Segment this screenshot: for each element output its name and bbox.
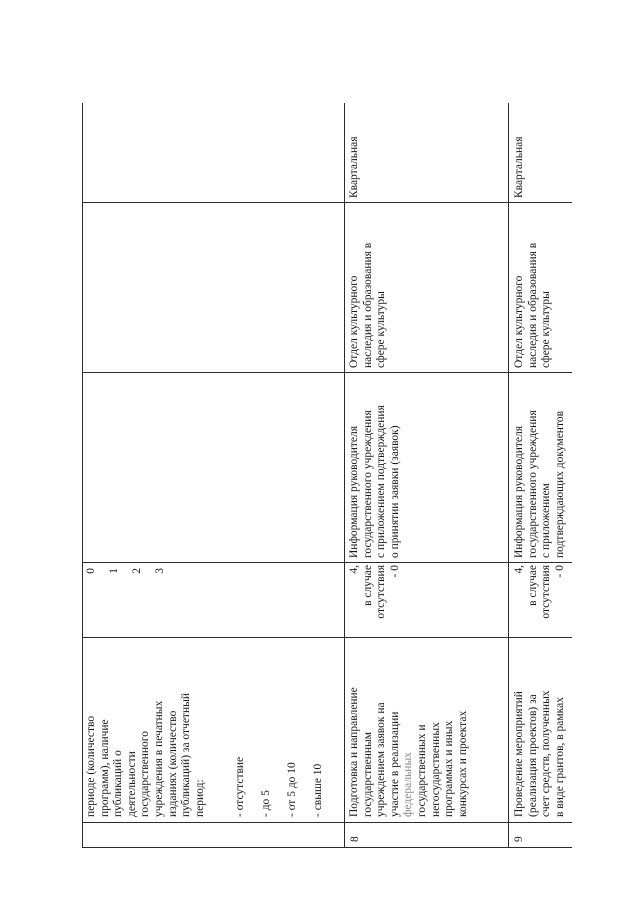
- row-number-9: 9: [513, 836, 525, 842]
- option-absence: - отсутствие: [234, 756, 246, 817]
- text-line: изданиях (количество: [166, 710, 179, 817]
- table-border-top: [82, 103, 83, 848]
- score-over-10: 3: [154, 568, 166, 574]
- text-line: о принятии заявки (заявок): [388, 425, 401, 558]
- text-line: период:: [193, 779, 206, 817]
- row-divider-9: [508, 103, 509, 848]
- text-line: негосударственных: [429, 722, 442, 817]
- text-line: публикаций о: [112, 750, 125, 817]
- text-line: деятельности: [125, 751, 138, 817]
- row-divider-8: [344, 103, 345, 848]
- col-divider-dept: [82, 372, 572, 373]
- row-number-8: 8: [349, 836, 361, 842]
- option-up-to-5: - до 5: [260, 790, 272, 817]
- col-divider-score: [82, 637, 572, 638]
- row8-criterion-text: [348, 687, 470, 817]
- rotated-table-page: [82, 103, 572, 848]
- col-divider-number: [82, 847, 572, 848]
- text-line: учреждения в печатных: [152, 700, 165, 817]
- text-line: государственного учреждения: [361, 410, 374, 558]
- text-line: наследия и образования в: [526, 242, 539, 368]
- text-line: счет средств, полученных: [540, 690, 553, 817]
- text-line: в случае: [526, 565, 539, 606]
- text-line: государственного учреждения: [526, 410, 539, 558]
- option-over-10: - свыше 10: [312, 763, 324, 817]
- text-line: Подготовка и направление: [348, 687, 360, 817]
- text-line: программах и иных: [443, 720, 456, 817]
- row8-source: [348, 405, 402, 558]
- row9-criterion-text: [513, 690, 567, 817]
- score-absence: 0: [85, 568, 97, 574]
- text-line: с приложением: [540, 483, 553, 558]
- text-line: (реализация проектов) за: [526, 694, 539, 817]
- score-up-to-5: 1: [108, 568, 120, 574]
- text-line: Проведение мероприятий: [513, 691, 525, 817]
- text-line: Отдел культурного: [348, 275, 360, 368]
- row8-periodicity: Квартальная: [348, 136, 360, 198]
- option-5-to-10: - от 5 до 10: [286, 762, 298, 817]
- text-line: сфере культуры: [375, 291, 388, 368]
- score-5-to-10: 2: [131, 568, 143, 574]
- text-line: участие в реализации: [388, 711, 401, 817]
- text-line: в виде грантов, в рамках: [553, 697, 566, 817]
- row8-department: [348, 243, 389, 368]
- text-line: - 0: [388, 565, 401, 578]
- col-divider-source: [82, 562, 572, 563]
- row9-source: [513, 410, 567, 558]
- text-line: государственным: [361, 731, 374, 817]
- text-line: наследия и образования в: [361, 242, 374, 368]
- text-line: сфере культуры: [540, 291, 553, 368]
- row9-periodicity: Квартальная: [513, 136, 525, 198]
- col-divider-name: [82, 822, 572, 823]
- text-line: отсутствия: [375, 565, 388, 619]
- row8-score: [348, 565, 402, 635]
- text-line: 4,: [513, 565, 525, 574]
- text-line: публикаций) за отчетный: [180, 693, 193, 817]
- text-line: программ), наличие: [98, 719, 111, 817]
- cont-criterion-text: [85, 693, 207, 817]
- text-line: периоде (количество: [85, 715, 97, 817]
- text-line: государственного: [139, 731, 152, 817]
- text-line: Отдел культурного: [513, 275, 525, 368]
- text-line: подтверждающих документов: [553, 410, 566, 558]
- text-line: с приложением подтверждения: [375, 405, 388, 558]
- text-line: Информация руководителя: [348, 425, 360, 558]
- text-line: в случае: [361, 565, 374, 606]
- text-line: - 0: [553, 565, 566, 578]
- text-line: государственных и: [415, 724, 428, 817]
- text-line: 4,: [348, 565, 360, 574]
- text-line: отсутствия: [540, 565, 553, 619]
- col-divider-period: [82, 202, 572, 203]
- row9-department: [513, 243, 554, 368]
- text-line: федеральных: [402, 752, 415, 817]
- text-line: Информация руководителя: [513, 425, 525, 558]
- row9-score: [513, 565, 567, 635]
- text-line: конкурсах и проектах: [456, 710, 469, 817]
- text-line: учреждением заявок на: [375, 702, 388, 817]
